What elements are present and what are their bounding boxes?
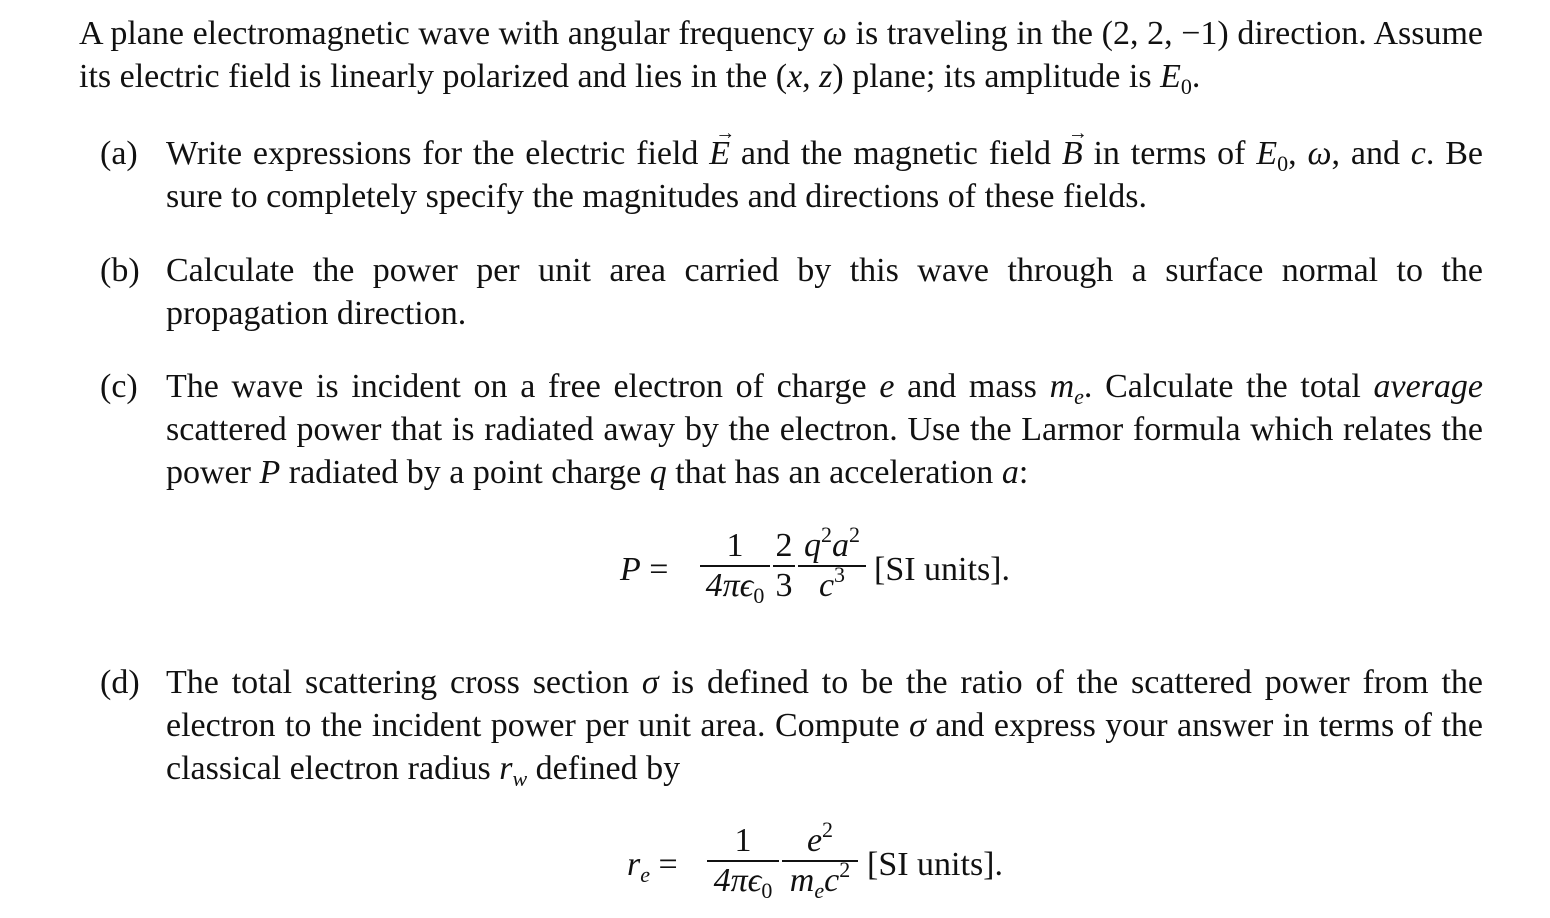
numerator: 1 bbox=[726, 527, 744, 564]
emphasis-average: average bbox=[1373, 368, 1484, 405]
equation-lhs bbox=[627, 846, 678, 887]
intro-text: ) plane; its amplitude is bbox=[832, 58, 1161, 95]
e-charge-symbol: e bbox=[806, 822, 823, 859]
subscript: e bbox=[814, 877, 825, 903]
r-symbol: r bbox=[627, 846, 641, 883]
subscript: 0 bbox=[761, 877, 773, 903]
numerator bbox=[798, 522, 866, 565]
part-c-label: (c) bbox=[100, 368, 138, 405]
equals-sign: = bbox=[640, 551, 669, 588]
p-symbol: P bbox=[259, 454, 281, 491]
fraction-2-over-3 bbox=[773, 529, 795, 605]
a-symbol: a bbox=[832, 527, 849, 564]
e-symbol: E bbox=[1160, 58, 1181, 95]
e-field-vector: → E bbox=[709, 132, 730, 175]
part-d-text bbox=[166, 661, 1483, 790]
si-units-label: [SI units]. bbox=[874, 551, 1010, 588]
denominator bbox=[782, 856, 858, 903]
larmor-equation bbox=[620, 522, 1040, 619]
numerator bbox=[782, 817, 858, 860]
text-run: scattered power that is radiated away by the electron. Use the Larmor formula which relates the power bbox=[166, 411, 1483, 491]
superscript: 3 bbox=[834, 561, 846, 587]
part-d-label: (d) bbox=[100, 664, 140, 701]
denominator bbox=[700, 566, 770, 608]
part-b bbox=[100, 249, 1483, 335]
subscript: 0 bbox=[753, 582, 765, 608]
text-run: The total scattering cross section bbox=[166, 664, 642, 701]
denominator bbox=[798, 561, 866, 605]
subscript: e bbox=[640, 862, 650, 887]
text-run: Write expressions for the electric field bbox=[166, 135, 710, 172]
part-a-text bbox=[166, 132, 1483, 218]
text-run: The wave is incident on a free electron of charge bbox=[166, 368, 880, 405]
m-symbol: m bbox=[789, 861, 815, 899]
superscript: 2 bbox=[821, 522, 832, 547]
si-units-label: [SI units]. bbox=[867, 846, 1003, 883]
r-symbol: r bbox=[499, 750, 513, 787]
intro-text: , bbox=[802, 58, 820, 95]
c-symbol: c bbox=[1410, 135, 1426, 172]
x-symbol: x bbox=[787, 58, 803, 95]
omega-symbol: ω bbox=[1307, 135, 1332, 172]
text-run: : bbox=[1018, 454, 1029, 491]
part-b-label: (b) bbox=[100, 252, 140, 289]
superscript: 2 bbox=[839, 856, 851, 882]
q-symbol: q bbox=[649, 454, 667, 491]
denominator: 3 bbox=[775, 566, 793, 604]
equals-sign: = bbox=[650, 846, 678, 883]
text-run: , and bbox=[1331, 135, 1411, 172]
part-d bbox=[100, 661, 1483, 790]
superscript: 2 bbox=[822, 817, 834, 842]
c-symbol: c bbox=[818, 566, 835, 604]
text-run: , bbox=[1288, 135, 1308, 172]
subscript: e bbox=[1074, 384, 1084, 409]
q-symbol: q bbox=[804, 527, 821, 564]
problem-intro bbox=[79, 12, 1483, 98]
e-symbol: E bbox=[1256, 135, 1278, 172]
subscript: 0 bbox=[1277, 151, 1289, 176]
omega-symbol: ω bbox=[822, 15, 847, 52]
fraction-1-over-4pi-eps0 bbox=[700, 527, 770, 608]
intro-text: is traveling in the (2, 2, −1) direction. Assume its electric field is linearly polarized and lies in the ( bbox=[79, 15, 1484, 95]
intro-text: . bbox=[1191, 58, 1201, 95]
denominator bbox=[707, 861, 779, 903]
text-run: . Calculate the total bbox=[1083, 368, 1374, 405]
equation-lhs bbox=[620, 553, 668, 587]
m-symbol: m bbox=[1049, 368, 1075, 405]
part-a bbox=[100, 132, 1483, 218]
part-a-label: (a) bbox=[100, 135, 138, 172]
b-field-vector: → B bbox=[1062, 132, 1083, 175]
superscript: 2 bbox=[849, 522, 860, 547]
a-symbol: a bbox=[1001, 454, 1019, 491]
text-run: that has an acceleration bbox=[666, 454, 1002, 491]
c-symbol: c bbox=[824, 861, 840, 899]
denominator-text: 4πϵ bbox=[705, 566, 754, 604]
text-run: . Be sure to completely specify the magnitudes and directions of these fields. bbox=[166, 135, 1484, 215]
intro-text: A plane electromagnetic wave with angular frequency bbox=[79, 15, 823, 52]
text-run: and express your answer in terms of the classical electron radius bbox=[166, 707, 1483, 787]
fraction-q2a2-over-c3 bbox=[798, 522, 866, 605]
fraction-1-over-4pi-eps0 bbox=[707, 822, 779, 903]
sigma-symbol: σ bbox=[641, 664, 659, 701]
electron-radius-equation bbox=[627, 817, 1047, 914]
part-b-text: Calculate the power per unit area carried by this wave through a surface normal to the propagation direction. bbox=[166, 252, 1483, 332]
e-charge-symbol: e bbox=[879, 368, 895, 405]
p-symbol: P bbox=[620, 551, 641, 588]
text-run: is defined to be the ratio of the scattered power from the electron to the incident power per unit area. Compute bbox=[166, 664, 1483, 744]
subscript: w bbox=[512, 766, 528, 791]
subscript: 0 bbox=[1180, 74, 1192, 99]
text-run: radiated by a point charge bbox=[280, 454, 650, 491]
text-run: and mass bbox=[894, 368, 1050, 405]
fraction-e2-over-mec2 bbox=[782, 817, 858, 903]
text-run: defined by bbox=[527, 750, 681, 787]
numerator: 2 bbox=[775, 527, 793, 564]
denominator-text: 4πϵ bbox=[713, 861, 762, 899]
sigma-symbol: σ bbox=[909, 707, 926, 744]
z-symbol: z bbox=[819, 58, 833, 95]
part-c bbox=[100, 365, 1483, 494]
text-run: in terms of bbox=[1082, 135, 1257, 172]
text-run: and the magnetic field bbox=[730, 135, 1062, 172]
part-c-text bbox=[166, 365, 1483, 494]
numerator: 1 bbox=[734, 822, 752, 859]
